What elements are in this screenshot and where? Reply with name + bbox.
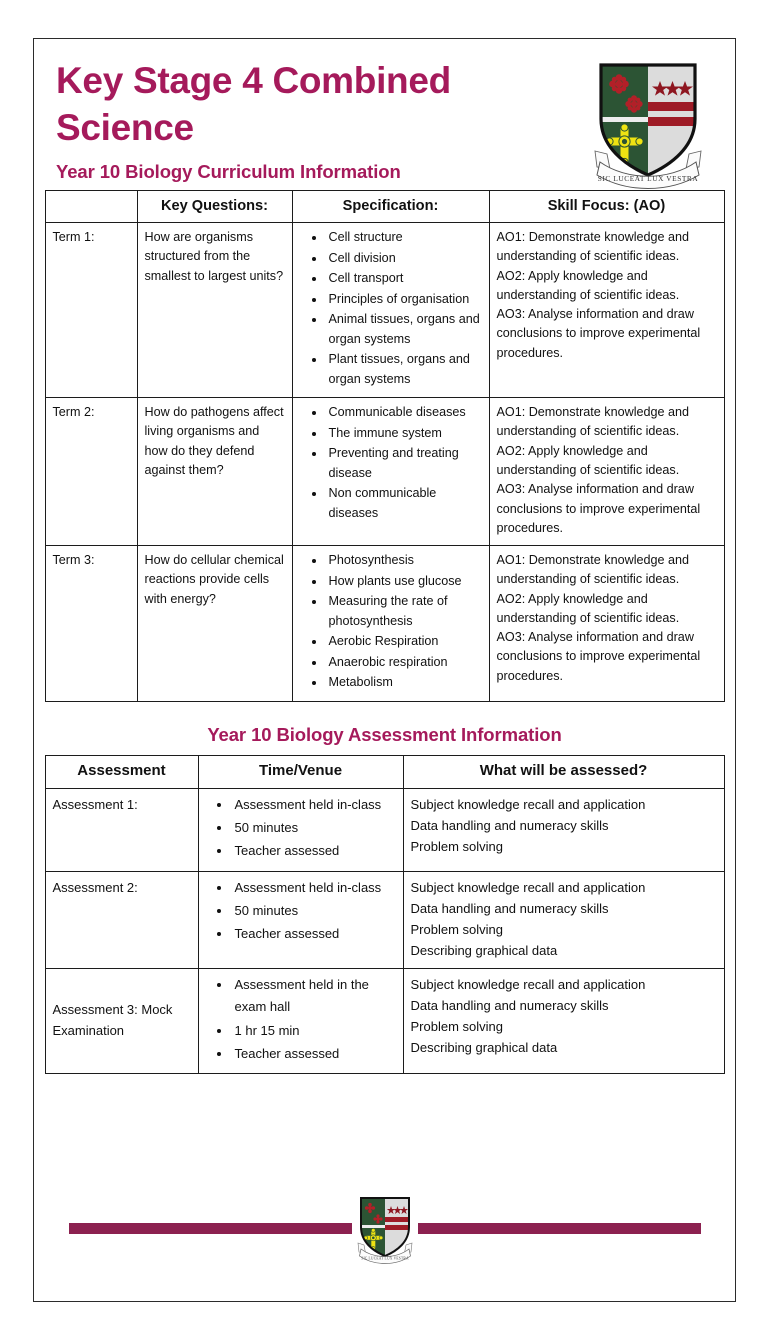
table-row xyxy=(45,223,724,398)
criteria-line: Problem solving xyxy=(410,921,503,937)
curriculum-subtitle: Year 10 Biology Curriculum Information xyxy=(56,160,401,182)
key-question-cell: How are organisms structured from the smallest to largest units? xyxy=(137,223,292,398)
term-label: Term 3: xyxy=(45,546,137,702)
term-label: Term 2: xyxy=(45,398,137,546)
specification-list xyxy=(300,551,482,693)
ao-line: AO1: Demonstrate knowledge and understanding of scientific ideas. xyxy=(496,553,690,587)
list-item: • Cell structure xyxy=(326,228,482,248)
skill-focus-cell xyxy=(489,546,724,702)
list-item: • Aerobic Respiration xyxy=(326,632,482,652)
assessment-table xyxy=(45,755,725,1075)
col-header-time-venue: Time/Venue xyxy=(198,755,403,788)
ao-line: AO2: Apply knowledge and understanding of scientific ideas. xyxy=(496,268,680,302)
list-item: • Teacher assessed xyxy=(232,840,396,862)
col-header-term xyxy=(45,190,137,222)
col-header-what-assessed: What will be assessed? xyxy=(403,755,724,788)
table-header-row xyxy=(45,190,724,222)
ao-line: AO1: Demonstrate knowledge and understanding of scientific ideas. xyxy=(496,405,690,439)
footer-crest-logo xyxy=(354,1193,416,1267)
list-item: • Assessment held in the exam hall xyxy=(232,974,396,1019)
list-item: • Cell division xyxy=(326,249,482,269)
skill-focus-cell xyxy=(489,398,724,546)
crest-icon-small xyxy=(354,1193,416,1267)
assessment-name: Assessment 1: xyxy=(45,788,198,871)
ao-line: AO2: Apply knowledge and understanding of scientific ideas. xyxy=(496,443,680,477)
criteria-line: Subject knowledge recall and application xyxy=(410,796,646,812)
key-question-cell: How do cellular chemical reactions provide cells with energy? xyxy=(137,546,292,702)
col-header-specification: Specification: xyxy=(292,190,489,222)
list-item: • How plants use glucose xyxy=(326,572,482,592)
term-label: Term 1: xyxy=(45,223,137,398)
col-header-key-questions: Key Questions: xyxy=(137,190,292,222)
list-item: • Communicable diseases xyxy=(326,403,482,423)
col-header-skill-focus: Skill Focus: (AO) xyxy=(489,190,724,222)
list-item: • Metabolism xyxy=(326,673,482,693)
school-crest-logo xyxy=(587,55,709,195)
key-question-cell: How do pathogens affect living organisms and how do they defend against them? xyxy=(137,398,292,546)
footer-bar-right xyxy=(418,1223,701,1234)
list-item: • Photosynthesis xyxy=(326,551,482,571)
specification-cell xyxy=(292,223,489,398)
assessment-name: Assessment 2: xyxy=(45,871,198,968)
motto-text-small: SIC LUCEAT LUX VESTRA xyxy=(360,1256,409,1261)
specification-cell xyxy=(292,546,489,702)
table-row xyxy=(45,398,724,546)
document-footer xyxy=(34,1191,735,1265)
criteria-line: Data handling and numeracy skills xyxy=(410,817,609,833)
table-header-row xyxy=(45,755,724,788)
assessment-time-venue xyxy=(198,968,403,1073)
specification-list xyxy=(300,403,482,523)
motto-text: SIC LUCEAT LUX VESTRA xyxy=(597,174,699,183)
list-item: • The immune system xyxy=(326,424,482,444)
list-item: • Animal tissues, organs and organ systems xyxy=(326,310,482,349)
ao-line: AO1: Demonstrate knowledge and understanding of scientific ideas. xyxy=(496,230,690,264)
curriculum-table xyxy=(45,190,725,702)
document-page xyxy=(33,38,736,1302)
list-item: • Teacher assessed xyxy=(232,1043,396,1065)
assessment-time-venue xyxy=(198,871,403,968)
criteria-line: Data handling and numeracy skills xyxy=(410,997,609,1013)
list-item: • Anaerobic respiration xyxy=(326,653,482,673)
table-row xyxy=(45,968,724,1073)
criteria-line: Subject knowledge recall and application xyxy=(410,976,646,992)
skill-focus-cell xyxy=(489,223,724,398)
list-item: • Non communicable diseases xyxy=(326,484,482,523)
crest-icon xyxy=(587,55,709,195)
criteria-line: Data handling and numeracy skills xyxy=(410,900,609,916)
ao-line: AO3: Analyse information and draw conclusions to improve experimental procedures. xyxy=(496,630,701,683)
table-row xyxy=(45,871,724,968)
document-header xyxy=(34,39,735,183)
assessment-section-title: Year 10 Biology Assessment Information xyxy=(207,723,562,745)
list-item: • Preventing and treating disease xyxy=(326,444,482,483)
specification-list xyxy=(300,228,482,389)
assessment-criteria xyxy=(403,788,724,871)
table-row xyxy=(45,546,724,702)
criteria-line: Problem solving xyxy=(410,1018,503,1034)
list-item: • Cell transport xyxy=(326,269,482,289)
assessment-time-venue xyxy=(198,788,403,871)
specification-cell xyxy=(292,398,489,546)
criteria-line: Problem solving xyxy=(410,838,503,854)
list-item: • Assessment held in-class xyxy=(232,794,396,816)
ao-line: AO2: Apply knowledge and understanding of scientific ideas. xyxy=(496,591,680,625)
criteria-line: Describing graphical data xyxy=(410,942,558,958)
assessment-criteria xyxy=(403,968,724,1073)
list-item: • Measuring the rate of photosynthesis xyxy=(326,592,482,631)
list-item: • 1 hr 15 min xyxy=(232,1020,396,1042)
time-venue-list xyxy=(206,877,396,946)
assessment-criteria xyxy=(403,871,724,968)
criteria-line: Subject knowledge recall and application xyxy=(410,879,646,895)
ao-line: AO3: Analyse information and draw conclusions to improve experimental procedures. xyxy=(496,307,701,360)
page-title: Key Stage 4 Combined Science xyxy=(56,60,451,149)
list-item: • Principles of organisation xyxy=(326,290,482,310)
ao-line: AO3: Analyse information and draw conclusions to improve experimental procedures. xyxy=(496,482,701,535)
time-venue-list xyxy=(206,974,396,1065)
assessment-name: Assessment 3: Mock Examination xyxy=(45,968,198,1073)
col-header-assessment: Assessment xyxy=(45,755,198,788)
list-item: • 50 minutes xyxy=(232,900,396,922)
footer-bar-left xyxy=(69,1223,352,1234)
list-item: • Assessment held in-class xyxy=(232,877,396,899)
time-venue-list xyxy=(206,794,396,863)
list-item: • 50 minutes xyxy=(232,817,396,839)
list-item: • Teacher assessed xyxy=(232,923,396,945)
list-item: • Plant tissues, organs and organ systems xyxy=(326,350,482,389)
table-row xyxy=(45,788,724,871)
criteria-line: Describing graphical data xyxy=(410,1039,558,1055)
